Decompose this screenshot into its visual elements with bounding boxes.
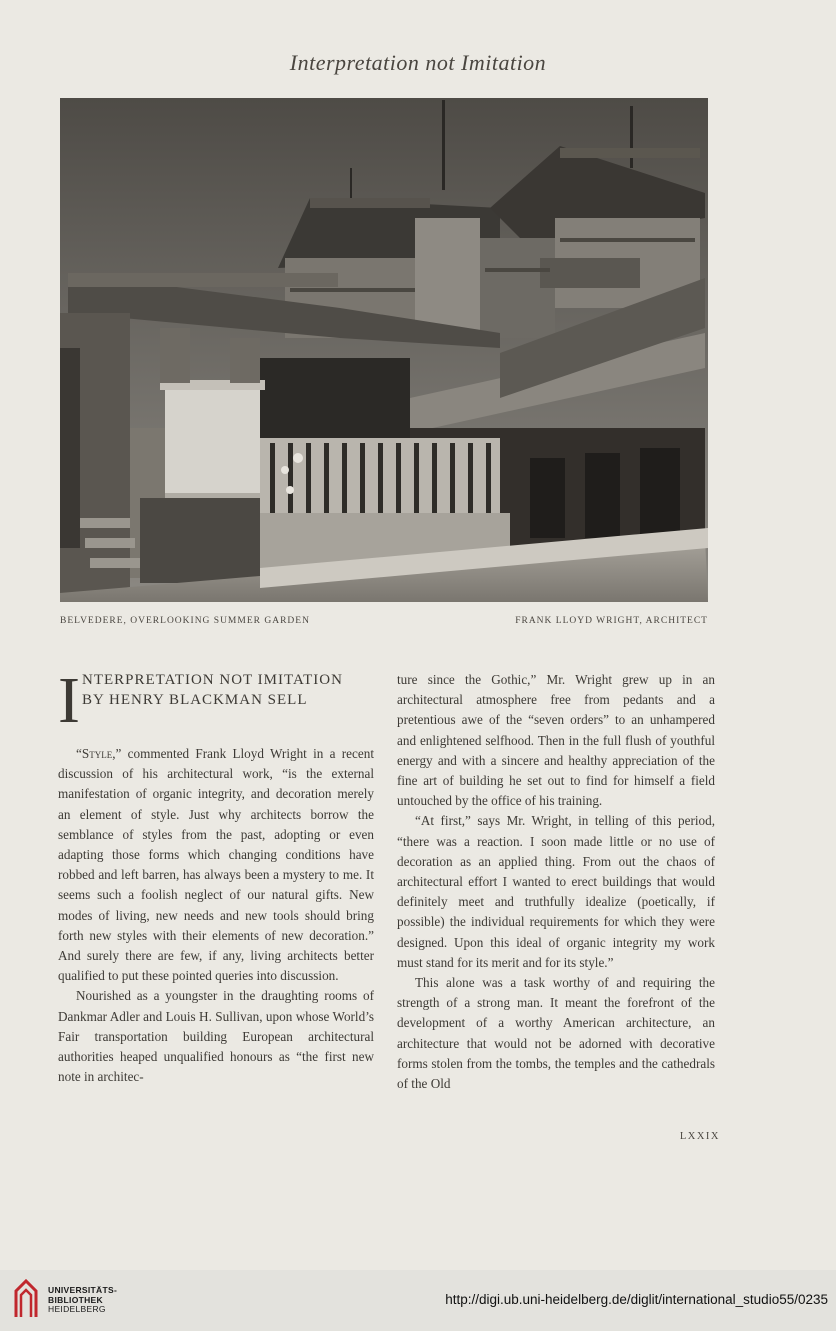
drop-cap: I [58, 664, 80, 737]
library-logo-icon [12, 1279, 40, 1319]
library-name: UNIVERSITÄTS- BIBLIOTHEK HEIDELBERG [48, 1285, 118, 1314]
paragraph: “At first,” says Mr. Wright, in telling of this period, “there was a reaction. I soon made little or no use of decoration as an applied thing. From out the chaos of architectural effort I wanted to erect buildings that would definitely meet and truthfully idealize (poetically, if possible) the individual requirements for which they were designed. Upon this ideal of organic integrity my work must stand for its merit and for its style.” [397, 813, 715, 970]
building-photograph [60, 98, 708, 602]
paragraph: Nourished as a youngster in the draughting rooms of Dankmar Adler and Louis H. Sullivan, upon whose World’s Fair transportation building European architectural authorities heaped unqualified honours as “the first new note in architec- [58, 988, 374, 1085]
article-byline: BY HENRY BLACKMAN SELL [82, 692, 308, 708]
running-head: Interpretation not Imitation [289, 50, 547, 75]
text-column-left [58, 664, 374, 1087]
paragraph: This alone was a task worthy of and requiring the strength of a strong man. It meant the forefront of the development of a worthy American architecture, an architecture that would not be adorned with decorative forms stolen from the tombs, the temples and the cathedrals of the Old [397, 975, 715, 1092]
source-url-link[interactable]: http://digi.ub.uni-heidelberg.de/diglit/international_studio55/0235 [445, 1292, 828, 1307]
paragraph: “Style,” commented Frank Lloyd Wright in a recent discussion of his architectural work, “is the external manifestation of organic integrity, and decoration merely an element of style. Just why architects borrow the semblance of styles from the past, adopting or even adapting those forms which changing conditions have robbed and left barren, has always been a mystery to me. It seems such a foolish neglect of our natural gifts. New modes of living, new needs and new tools should bring forth new styles with their elements of new decoration.” And surely there are few, if any, living architects better qualified to put these pointed queries into discussion. [58, 746, 374, 984]
text-column-right [397, 670, 715, 1094]
article-heading [58, 664, 374, 742]
digitization-footer [0, 1270, 836, 1331]
figure-caption-credit: FRANK LLOYD WRIGHT, ARCHITECT [515, 616, 708, 626]
page-number: LXXIX [679, 1131, 720, 1142]
figure-caption-title: BELVEDERE, OVERLOOKING SUMMER GARDEN [60, 616, 310, 626]
paragraph: ture since the Gothic,” Mr. Wright grew up in an architectural atmosphere free from pedants and a pretentious awe of the “seven orders” to an unhampered and enlightened selfhood. Then in the full flush of youthful energy and with a sincere and healthy appreciation of the fine art of building he set out to find for himself a field untouched by the office of his training. [397, 672, 715, 809]
article-title: NTERPRETATION NOT IMITATION [82, 672, 343, 688]
